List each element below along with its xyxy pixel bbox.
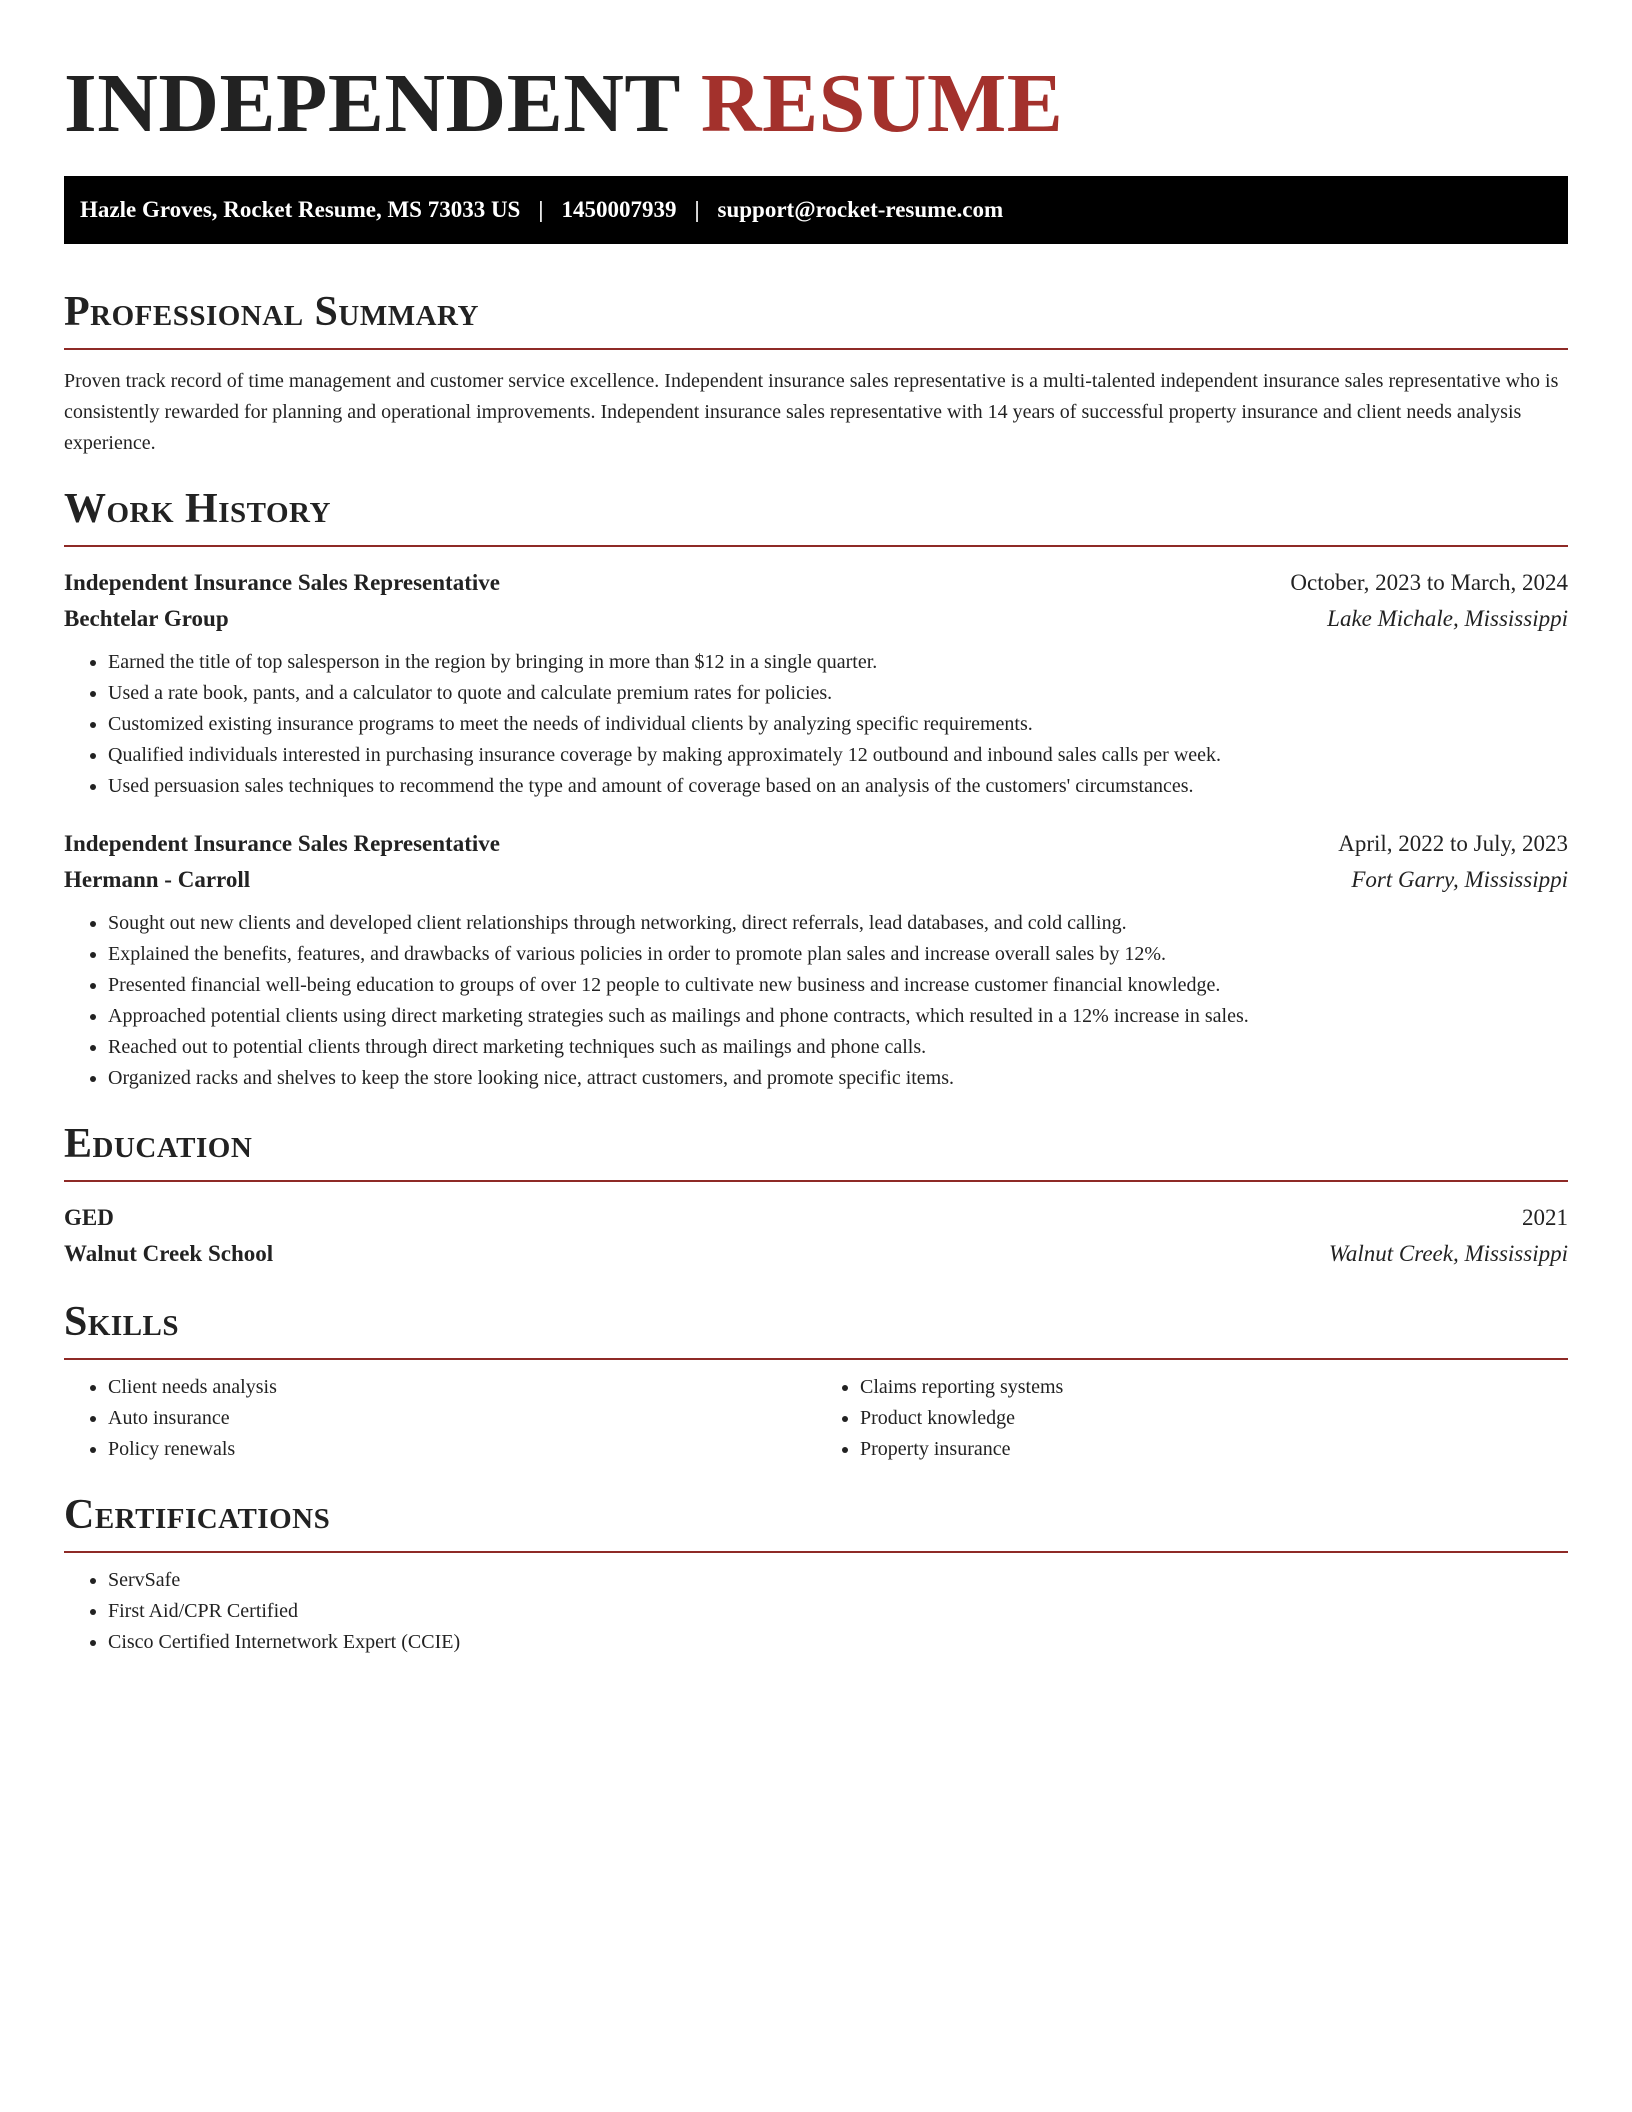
- job-bullets: [64, 908, 1568, 1094]
- title-first-word: INDEPENDENT: [64, 57, 680, 150]
- job-bullets: [64, 647, 1568, 802]
- contact-separator: |: [694, 197, 700, 222]
- certifications-heading: Certifications: [64, 1491, 1568, 1553]
- list-item: • Used a rate book, pants, and a calculator to quote and calculate premium rates for policies.: [108, 678, 1568, 709]
- work-history-section: [64, 485, 1568, 1094]
- job-dates: October, 2023 to March, 2024: [1290, 570, 1568, 595]
- skill-item: • Client needs analysis: [108, 1372, 816, 1403]
- title-second-word: RESUME: [700, 57, 1064, 150]
- job-entry: [64, 826, 1568, 1094]
- list-item: • Qualified individuals interested in purchasing insurance coverage by making approximately 12 outbound and inbound sales calls per week.: [108, 740, 1568, 771]
- certification-item: • ServSafe: [108, 1565, 1568, 1596]
- job-title: Independent Insurance Sales Representative: [64, 831, 500, 856]
- job-entry: [64, 565, 1568, 802]
- job-company-row: [64, 862, 1568, 898]
- contact-email: support@rocket-resume.com: [717, 197, 1004, 222]
- contact-bar: [64, 176, 1568, 244]
- education-location: Walnut Creek, Mississippi: [1328, 1241, 1568, 1266]
- skill-item: • Product knowledge: [860, 1403, 1568, 1434]
- list-item: • Organized racks and shelves to keep the store looking nice, attract customers, and promote specific items.: [108, 1063, 1568, 1094]
- resume-title: [64, 56, 1568, 152]
- job-company-row: [64, 601, 1568, 637]
- job-location: Fort Garry, Mississippi: [1351, 867, 1568, 892]
- list-item: • Presented financial well-being education to groups of over 12 people to cultivate new business and increase customer financial knowledge.: [108, 970, 1568, 1001]
- skill-item: • Claims reporting systems: [860, 1372, 1568, 1403]
- education-heading: Education: [64, 1120, 1568, 1182]
- skills-left-column: [64, 1372, 816, 1465]
- education-degree: GED: [64, 1205, 114, 1230]
- list-item: • Approached potential clients using direct marketing strategies such as mailings and phone contracts, which resulted in a 12% increase in sales.: [108, 1001, 1568, 1032]
- certifications-section: [64, 1491, 1568, 1658]
- job-company: Bechtelar Group: [64, 606, 229, 631]
- job-title: Independent Insurance Sales Representative: [64, 570, 500, 595]
- certifications-list: [64, 1565, 1568, 1658]
- skill-item: • Policy renewals: [108, 1434, 816, 1465]
- job-company: Hermann - Carroll: [64, 867, 251, 892]
- list-item: • Reached out to potential clients through direct marketing techniques such as mailings and phone calls.: [108, 1032, 1568, 1063]
- contact-separator: |: [538, 197, 544, 222]
- job-location: Lake Michale, Mississippi: [1327, 606, 1568, 631]
- skills-section: [64, 1298, 1568, 1465]
- summary-text: Proven track record of time management and customer service excellence. Independent insurance sales representative is a multi-talented independent insurance sales representative who is consistently rewarded for planning and operational improvements. Independent insurance sales representative with 14 years of successful property insurance and client needs analysis experience.: [64, 370, 1559, 454]
- skills-heading: Skills: [64, 1298, 1568, 1360]
- education-school-row: [64, 1236, 1568, 1272]
- resume-page: [64, 0, 1568, 1658]
- skill-item: • Auto insurance: [108, 1403, 816, 1434]
- list-item: • Used persuasion sales techniques to recommend the type and amount of coverage based on an analysis of the customers' circumstances.: [108, 771, 1568, 802]
- skill-item: • Property insurance: [860, 1434, 1568, 1465]
- job-header: [64, 826, 1568, 862]
- education-year: 2021: [1522, 1205, 1568, 1230]
- contact-address: Hazle Groves, Rocket Resume, MS 73033 US: [80, 197, 521, 222]
- list-item: • Explained the benefits, features, and drawbacks of various policies in order to promote plan sales and increase overall sales by 12%.: [108, 939, 1568, 970]
- list-item: • Customized existing insurance programs to meet the needs of individual clients by analyzing specific requirements.: [108, 709, 1568, 740]
- contact-phone: 1450007939: [561, 197, 677, 222]
- work-history-heading: Work History: [64, 485, 1568, 547]
- education-header: [64, 1200, 1568, 1236]
- education-section: [64, 1120, 1568, 1272]
- skills-right-column: [816, 1372, 1568, 1465]
- list-item: • Sought out new clients and developed client relationships through networking, direct referrals, lead databases, and cold calling.: [108, 908, 1568, 939]
- summary-heading: Professional Summary: [64, 288, 1568, 350]
- skills-grid: [64, 1372, 1568, 1465]
- certification-item: • Cisco Certified Internetwork Expert (CCIE): [108, 1627, 1568, 1658]
- job-header: [64, 565, 1568, 601]
- summary-section: [64, 288, 1568, 459]
- list-item: • Earned the title of top salesperson in the region by bringing in more than $12 in a single quarter.: [108, 647, 1568, 678]
- education-school: Walnut Creek School: [64, 1241, 274, 1266]
- certification-item: • First Aid/CPR Certified: [108, 1596, 1568, 1627]
- job-dates: April, 2022 to July, 2023: [1338, 831, 1568, 856]
